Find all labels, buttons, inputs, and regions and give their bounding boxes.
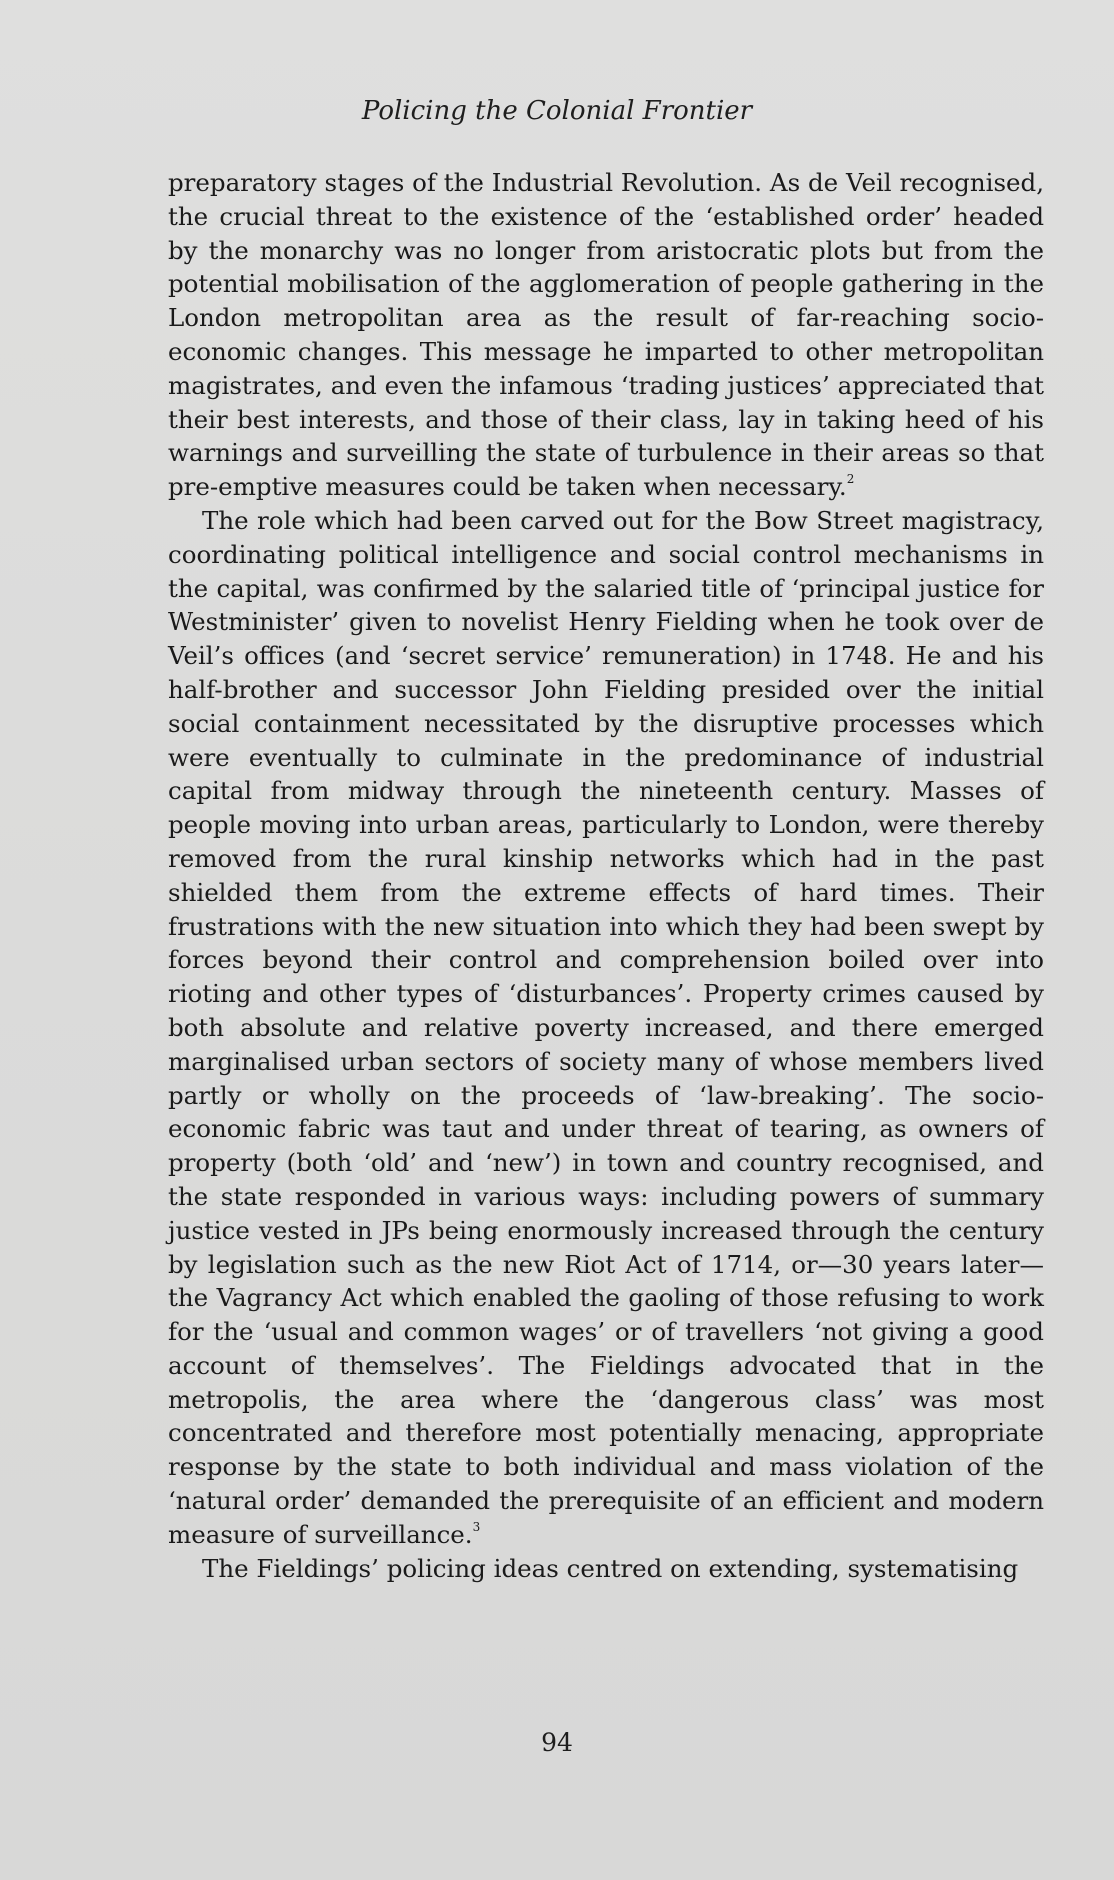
footnote-ref-3[interactable]: 3 <box>472 1519 481 1534</box>
running-head: Policing the Colonial Frontier <box>361 96 753 126</box>
paragraph-text: preparatory stages of the Industrial Revolution. As de Veil recognised, the crucial threat to the existence of the ‘established order’ headed by the monarchy was no longer from aristocratic plots but from the potential mobilisation of the agglomeration of people gathering in the London metropolitan area as the result of far-reaching socio-economic changes. This message he imparted to other metropolitan magistrates, and even the infamous ‘trading justices’ appreciated that their best interests, and those of their class, lay in taking heed of his warnings and surveilling the state of turbulence in their areas so that pre-emptive measures could be taken when necessary. <box>168 168 1044 502</box>
paragraph-1 <box>168 166 1044 504</box>
paragraph-2 <box>168 504 1044 1552</box>
paragraph-text: The Fieldings’ policing ideas centred on extending, systematising <box>202 1553 1019 1583</box>
paragraph-text: The role which had been carved out for the Bow Street magistracy, coordinating political intelligence and social control mechanisms in the capital, was confirmed by the salaried title of ‘principal justice for Westminister’ given to novelist Henry Fielding when he took over de Veil’s offices (and ‘secret service’ remuneration) in 1748. He and his half-brother and successor John Fielding presided over the initial social containment necessitated by the disruptive processes which were eventually to culminate in the predominance of industrial capital from midway through the nineteenth century. Masses of people moving into urban areas, particularly to London, were thereby removed from the rural kinship networks which had in the past shielded them from the extreme effects of hard times. Their frustrations with the new situation into which they had been swept by forces beyond their control and comprehension boiled over into rioting and other types of ‘disturbances’. Property crimes caused by both absolute and relative poverty increased, and there emerged marginalised urban sectors of society many of whose members lived partly or wholly on the proceeds of ‘law-breaking’. The socio-economic fabric was taut and under threat of tearing, as owners of property (both ‘old’ and ‘new’) in town and country recognised, and the state responded in various ways: including powers of summary justice vested in JPs being enormously increased through the century by legislation such as the new Riot Act of 1714, or—30 years later—the Vagrancy Act which enabled the gaoling of those refusing to work for the ‘usual and common wages’ or of travellers ‘not giving a good account of themselves’. The Fieldings advocated that in the metropolis, the area where the ‘dangerous class’ was most concentrated and therefore most potentially menacing, appropriate response by the state to both individual and mass violation of the ‘natural order’ demanded the prerequisite of an efficient and modern measure of surveillance. <box>168 505 1044 1549</box>
paragraph-3 <box>168 1552 1044 1586</box>
body-text <box>168 166 1044 1585</box>
footnote-ref-2[interactable]: 2 <box>846 472 855 487</box>
page-number: 94 <box>541 1728 573 1757</box>
